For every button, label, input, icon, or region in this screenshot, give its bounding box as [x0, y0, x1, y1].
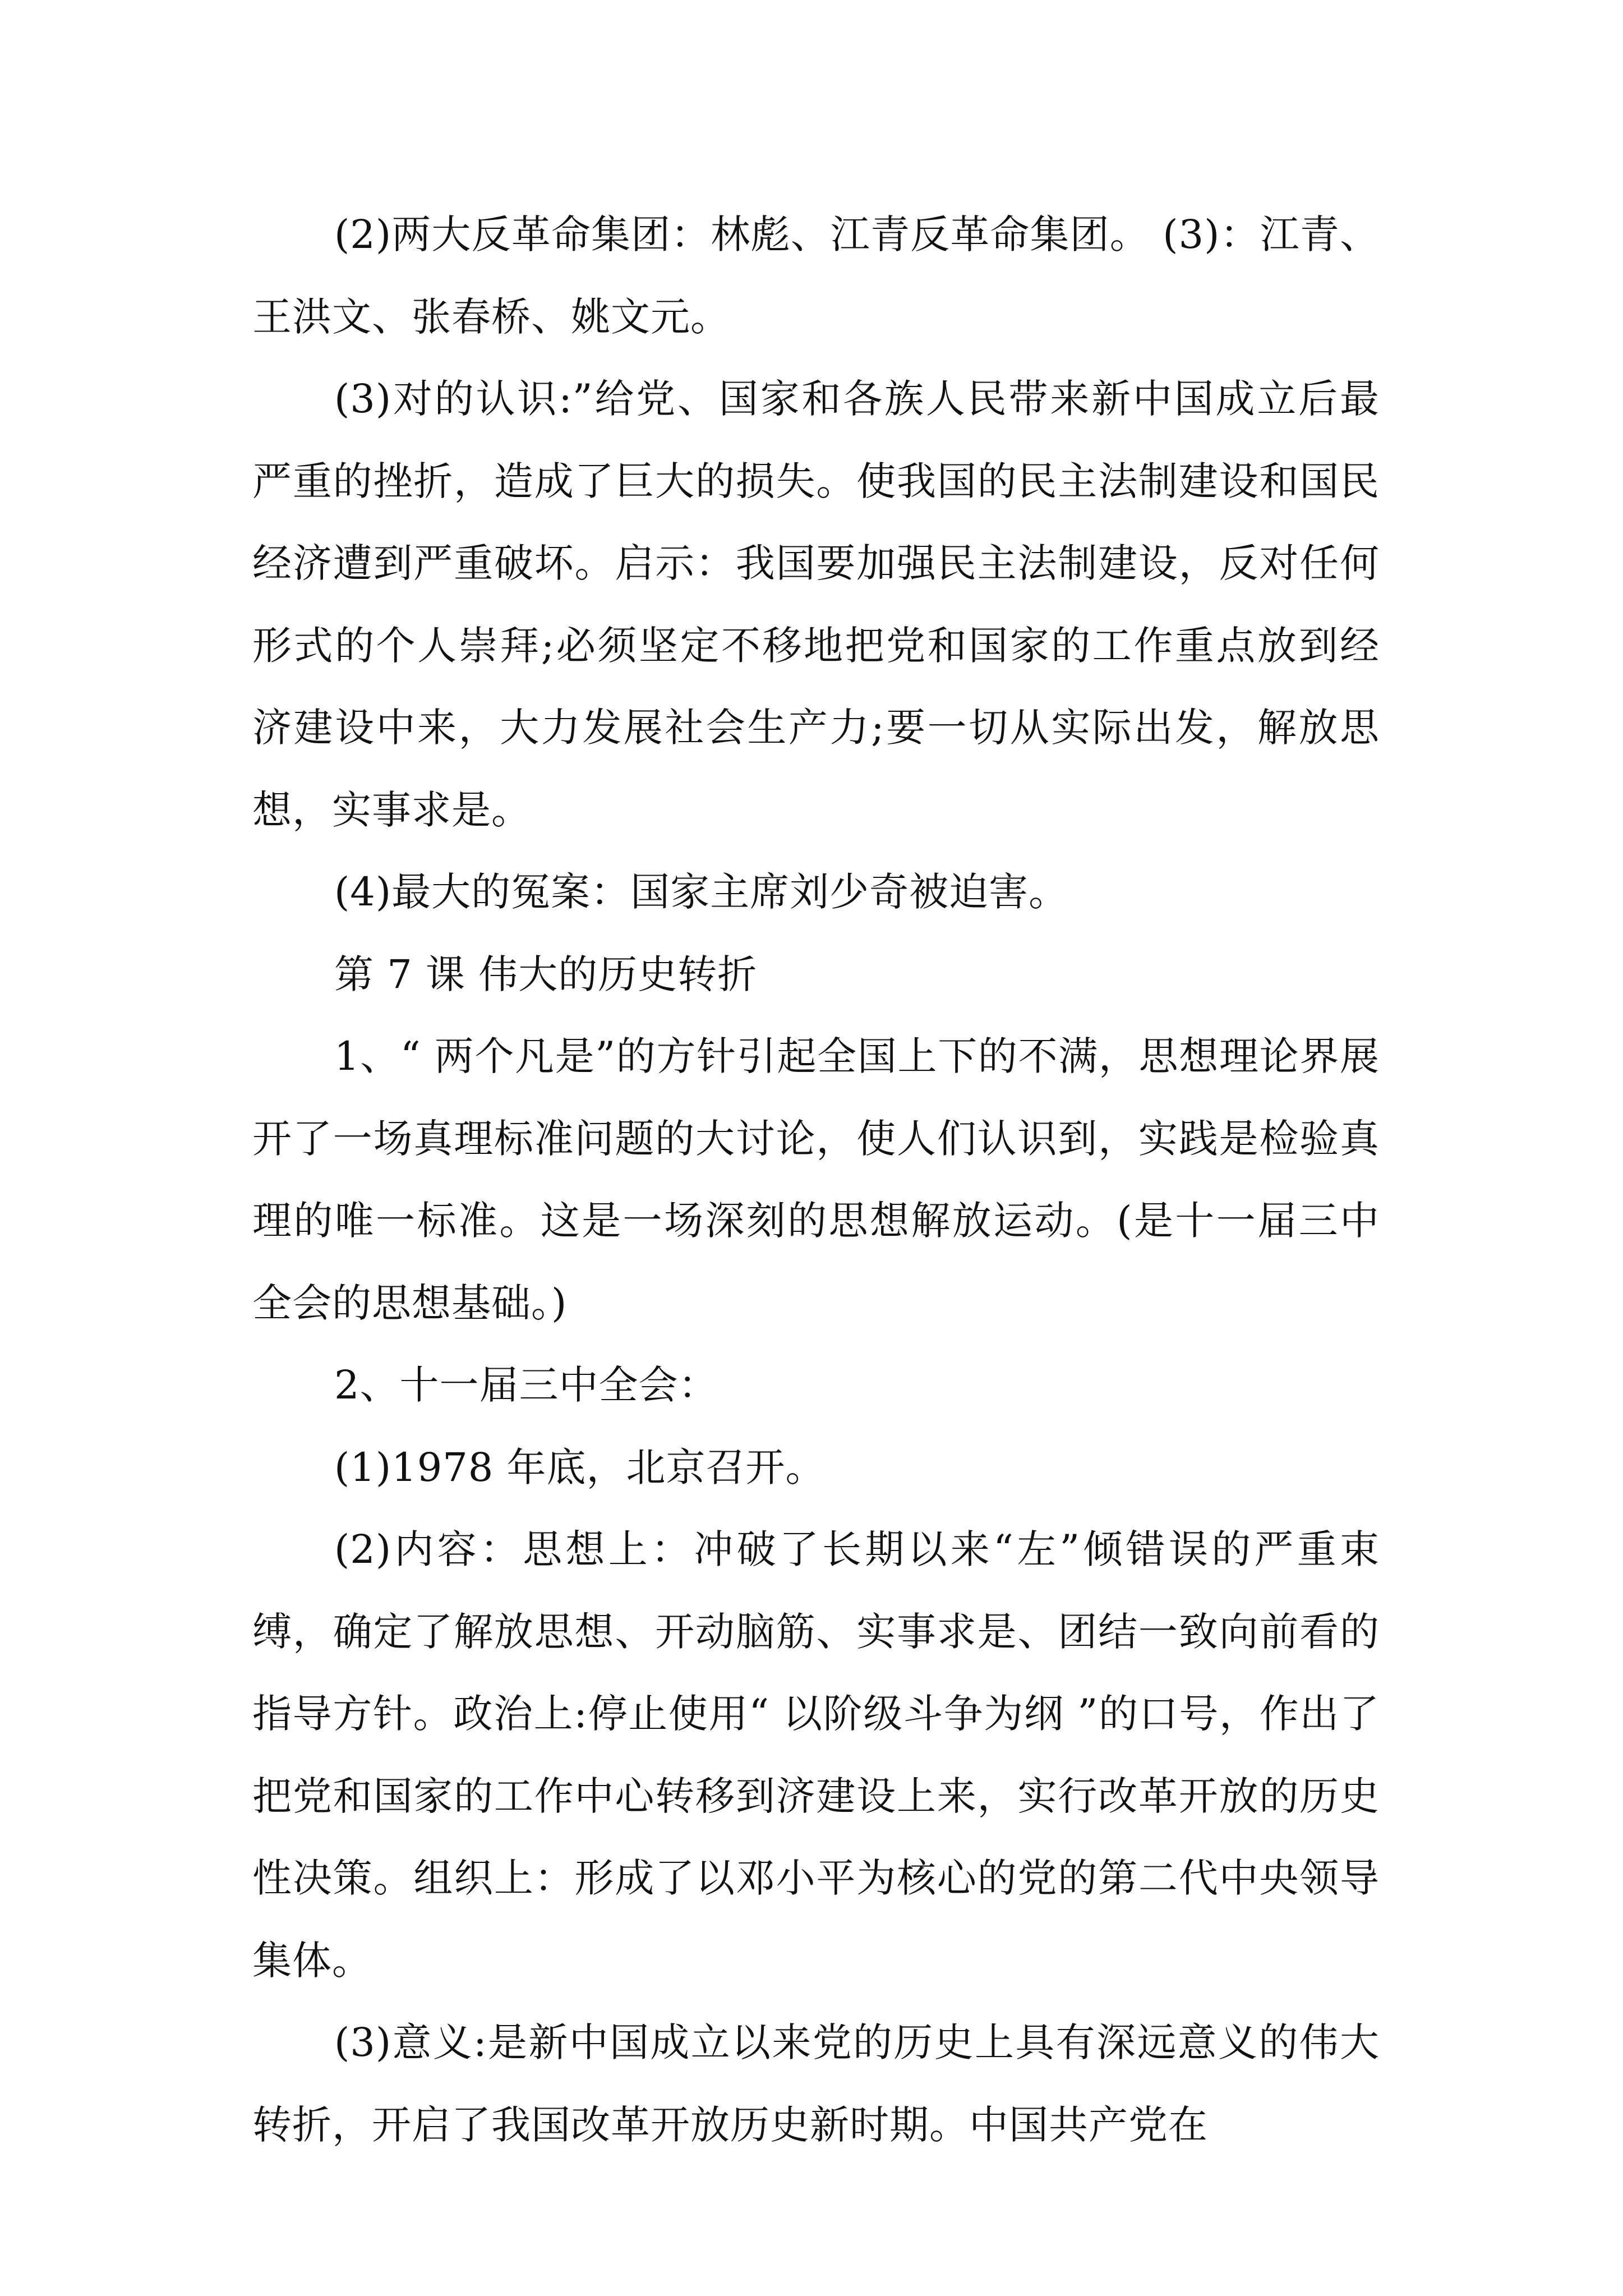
- paragraph-plenum-content: (2)内容：思想上：冲破了长期以来“左”倾错误的严重束缚，确定了解放思想、开动脑筋、实事求是、团结一致向前看的指导方针。政治上:停止使用“ 以阶级斗争为纲 ”的口号，作出了把党和国家的工作中心转移到济建设上来，实行改革开放的历史性决策。组织上：形成了以邓小平为核心的党的第二代中央领导集体。: [252, 1526, 1380, 1984]
- paragraph-third-plenum-heading: 2、十一届三中全会：: [334, 1362, 718, 1408]
- paragraph-understanding-and-lessons: (3)对的认识:”给党、国家和各族人民带来新中国成立后最严重的挫折，造成了巨大的损失。使我国的民主法制建设和国民经济遭到严重破坏。启示：我国要加强民主法制建设，反对任何形式的个人崇拜;必须坚定不移地把党和国家的工作重点放到经济建设中来，大力发展社会生产力;要一切从实际出发，解放思想，实事求是。: [252, 376, 1380, 833]
- paragraph-truth-criterion-debate: 1、“ 两个凡是”的方针引起全国上下的不满，思想理论界展开了一场真理标准问题的大讨论，使人们认识到，实践是检验真理的唯一标准。这是一场深刻的思想解放运动。(是十一届三中全会的思想基础。): [252, 1033, 1380, 1326]
- paragraph-plenum-time-place: (1)1978 年底，北京召开。: [334, 1444, 826, 1490]
- paragraph-plenum-significance: (3)意义:是新中国成立以来党的历史上具有深远意义的伟大转折，开启了我国改革开放历史新时期。中国共产党在: [252, 2019, 1380, 2148]
- paragraph-counter-revolutionary-groups: (2)两大反革命集团：林彪、江青反革命集团。 (3)：江青、王洪文、张春桥、姚文元。: [252, 211, 1380, 340]
- body-text: [252, 194, 1380, 2166]
- paragraph-biggest-injustice: (4)最大的冤案：国家主席刘少奇被迫害。: [334, 869, 1069, 915]
- lesson-heading: 第 7 课 伟大的历史转折: [334, 951, 758, 997]
